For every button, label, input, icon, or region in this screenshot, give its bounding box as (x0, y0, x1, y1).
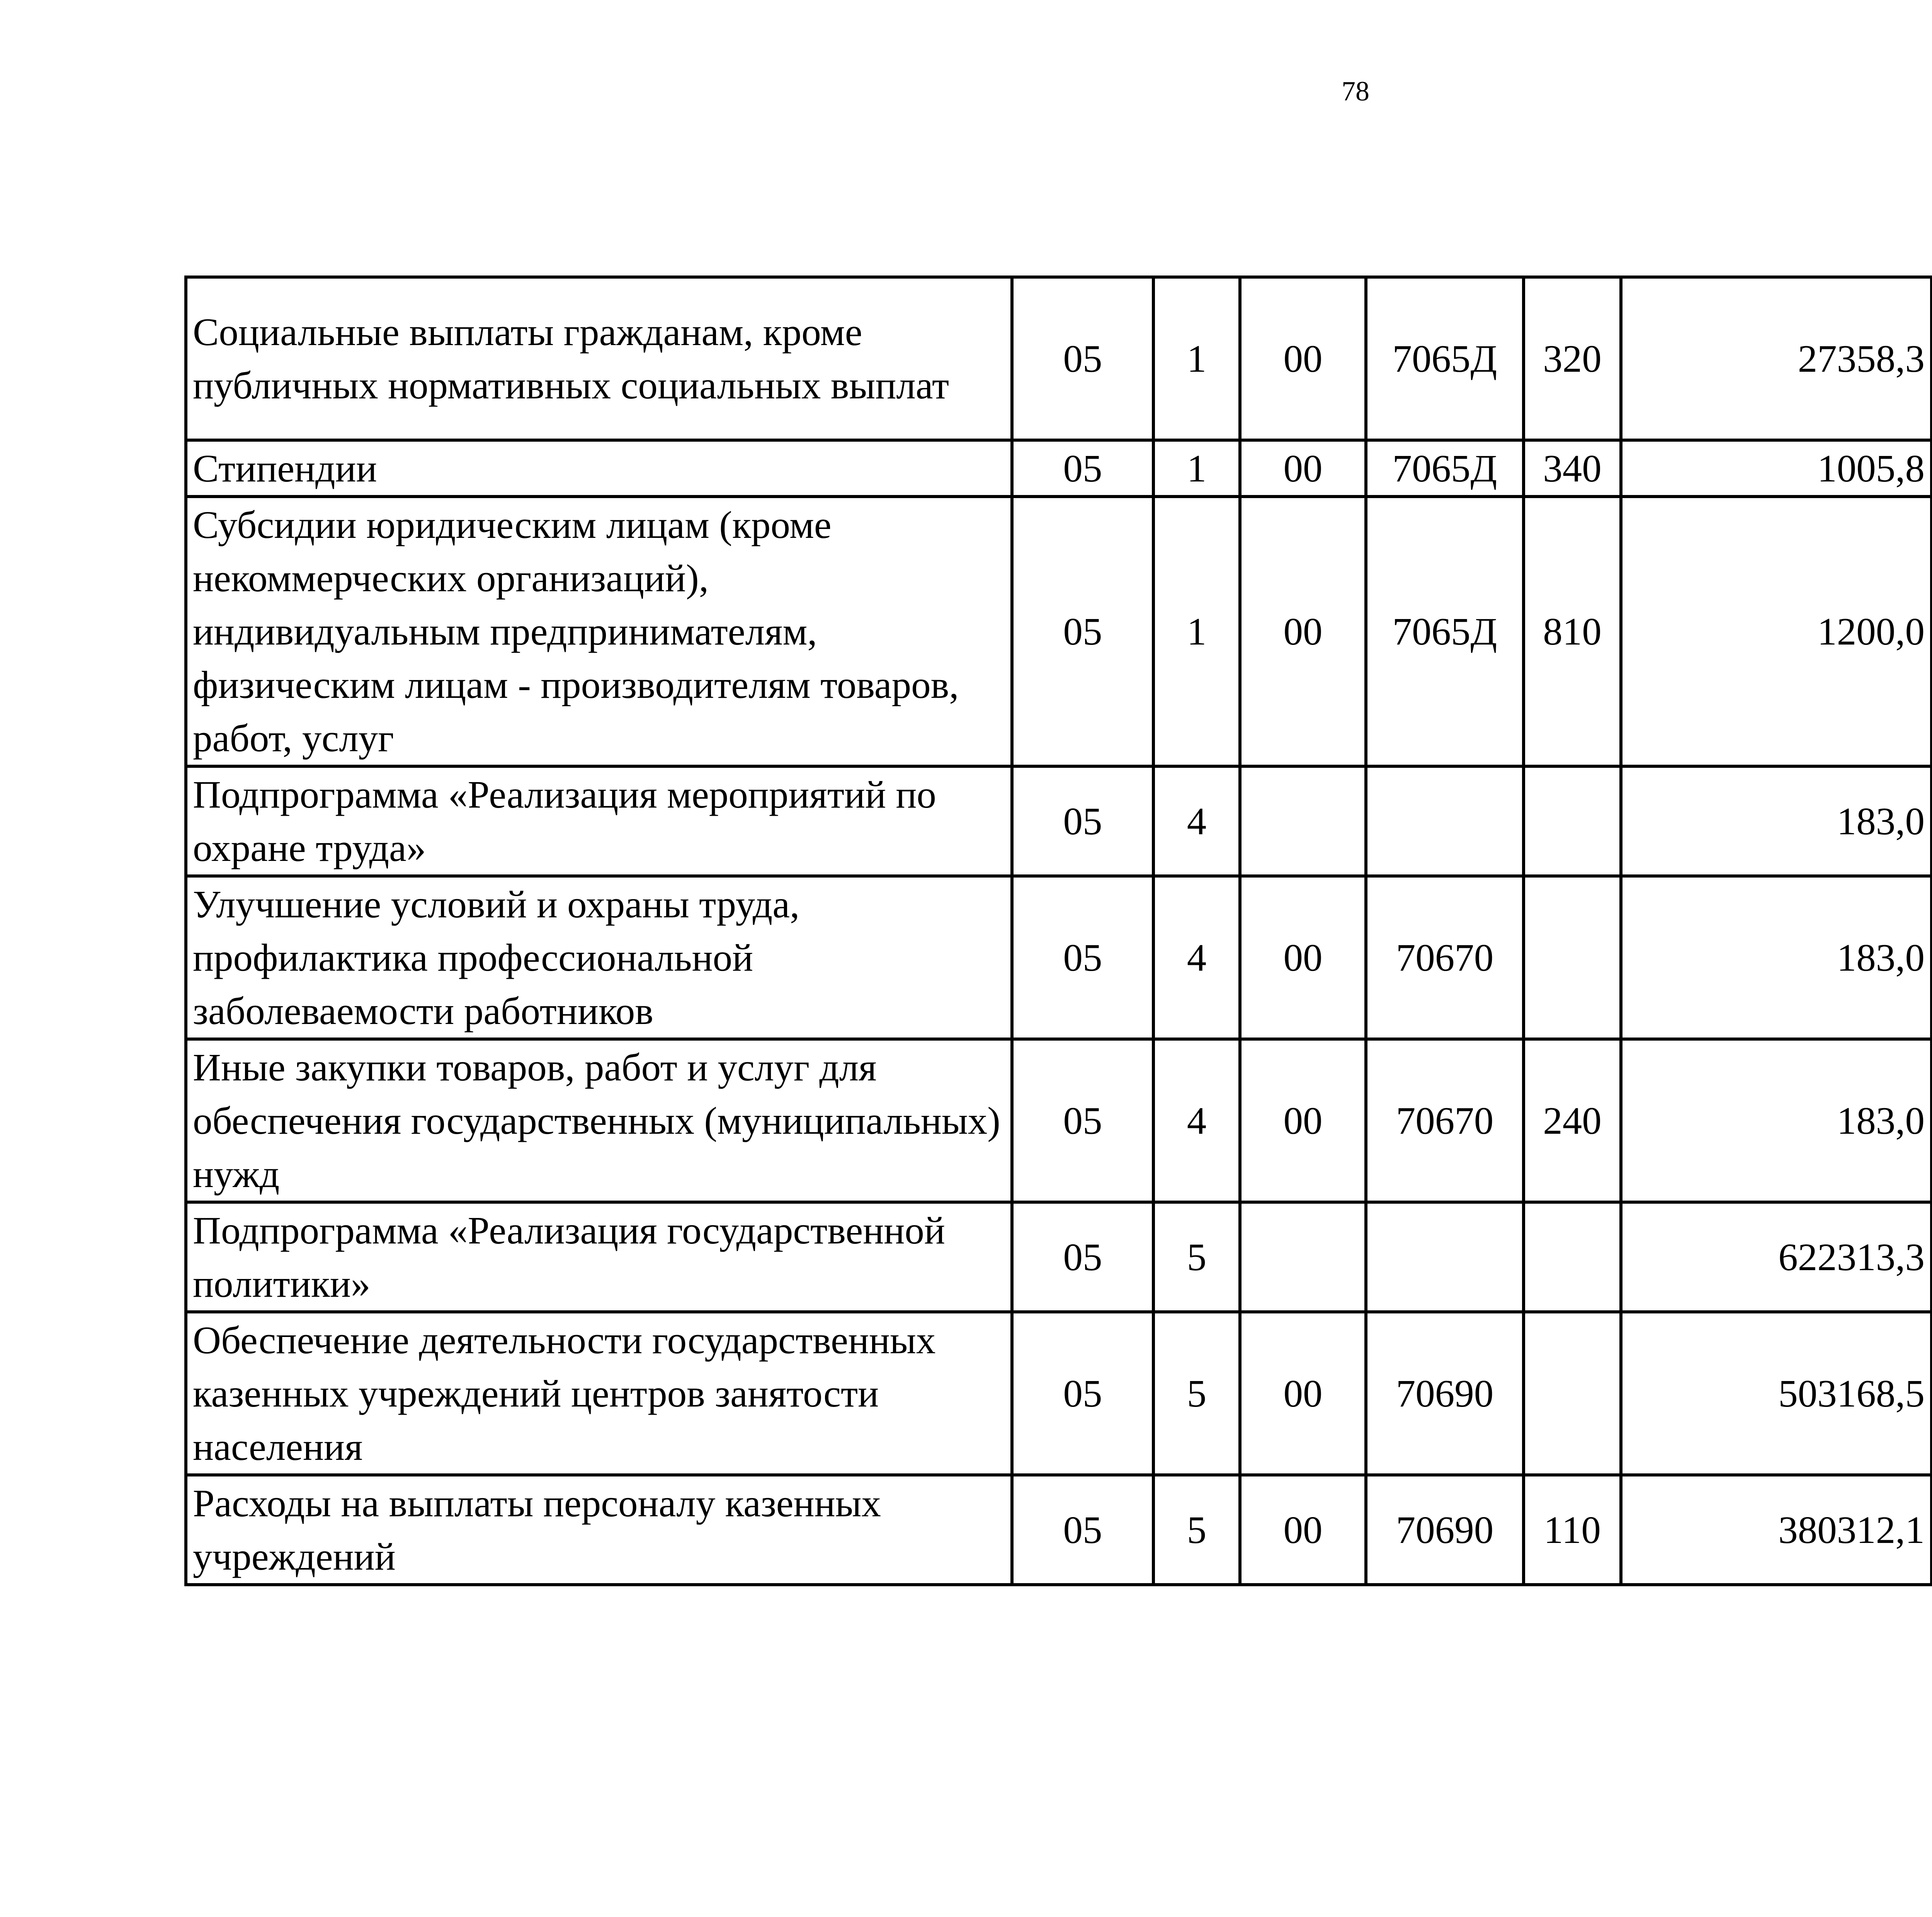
section-code: 05 (1012, 766, 1153, 876)
table-row (186, 876, 1932, 1039)
page-number: 78 (1342, 76, 1369, 107)
row-name: Иные закупки товаров, работ и услуг для обеспечения государственных (муниципальных) нужд (186, 1039, 1012, 1202)
table-row (186, 1039, 1932, 1202)
amount-1: 183,0 (1621, 766, 1932, 876)
target-code: 70690 (1366, 1475, 1524, 1585)
target-code: 70670 (1366, 876, 1524, 1039)
expense-type-code (1524, 1202, 1621, 1312)
amount-1: 503168,5 (1621, 1312, 1932, 1475)
expense-type-code (1524, 766, 1621, 876)
expense-type-code: 340 (1524, 440, 1621, 497)
direction-code: 00 (1240, 440, 1366, 497)
target-code (1366, 1202, 1524, 1312)
section-code: 05 (1012, 1475, 1153, 1585)
row-name: Подпрограмма «Реализация мероприятий по охране труда» (186, 766, 1012, 876)
subprogram-code: 4 (1153, 876, 1240, 1039)
section-code: 05 (1012, 497, 1153, 766)
budget-table (184, 276, 1932, 1586)
table-row (186, 440, 1932, 497)
section-code: 05 (1012, 876, 1153, 1039)
target-code: 7065Д (1366, 497, 1524, 766)
amount-1: 622313,3 (1621, 1202, 1932, 1312)
section-code: 05 (1012, 1312, 1153, 1475)
table-row (186, 1202, 1932, 1312)
amount-1: 183,0 (1621, 876, 1932, 1039)
section-code: 05 (1012, 1039, 1153, 1202)
table-row (186, 1312, 1932, 1475)
direction-code: 00 (1240, 1312, 1366, 1475)
target-code: 70670 (1366, 1039, 1524, 1202)
expense-type-code (1524, 1312, 1621, 1475)
expense-type-code (1524, 876, 1621, 1039)
row-name: Подпрограмма «Реализация государственной политики» (186, 1202, 1012, 1312)
row-name: Обеспечение деятельности государственных казенных учреждений центров занятости населения (186, 1312, 1012, 1475)
amount-1: 1200,0 (1621, 497, 1932, 766)
row-name: Стипендии (186, 440, 1012, 497)
subprogram-code: 1 (1153, 497, 1240, 766)
direction-code: 00 (1240, 497, 1366, 766)
direction-code: 00 (1240, 277, 1366, 440)
target-code: 7065Д (1366, 277, 1524, 440)
row-name: Социальные выплаты гражданам, кроме публичных нормативных социальных выплат (186, 277, 1012, 440)
table-row (186, 497, 1932, 766)
direction-code: 00 (1240, 1475, 1366, 1585)
direction-code: 00 (1240, 876, 1366, 1039)
section-code: 05 (1012, 440, 1153, 497)
row-name: Расходы на выплаты персоналу казенных учреждений (186, 1475, 1012, 1585)
amount-1: 27358,3 (1621, 277, 1932, 440)
subprogram-code: 1 (1153, 277, 1240, 440)
subprogram-code: 4 (1153, 766, 1240, 876)
subprogram-code: 5 (1153, 1202, 1240, 1312)
section-code: 05 (1012, 1202, 1153, 1312)
direction-code (1240, 766, 1366, 876)
amount-1: 380312,1 (1621, 1475, 1932, 1585)
expense-type-code: 110 (1524, 1475, 1621, 1585)
target-code: 7065Д (1366, 440, 1524, 497)
row-name: Улучшение условий и охраны труда, профилактика профессиональной заболеваемости работников (186, 876, 1012, 1039)
direction-code (1240, 1202, 1366, 1312)
subprogram-code: 5 (1153, 1312, 1240, 1475)
direction-code: 00 (1240, 1039, 1366, 1202)
section-code: 05 (1012, 277, 1153, 440)
expense-type-code: 810 (1524, 497, 1621, 766)
subprogram-code: 1 (1153, 440, 1240, 497)
subprogram-code: 4 (1153, 1039, 1240, 1202)
amount-1: 183,0 (1621, 1039, 1932, 1202)
expense-type-code: 240 (1524, 1039, 1621, 1202)
amount-1: 1005,8 (1621, 440, 1932, 497)
subprogram-code: 5 (1153, 1475, 1240, 1585)
expense-type-code: 320 (1524, 277, 1621, 440)
target-code: 70690 (1366, 1312, 1524, 1475)
table-row (186, 277, 1932, 440)
table-row (186, 1475, 1932, 1585)
table-row (186, 766, 1932, 876)
target-code (1366, 766, 1524, 876)
row-name: Субсидии юридическим лицам (кроме некоммерческих организаций), индивидуальным предпринимателям, физическим лицам - производителям товаров, работ, услуг (186, 497, 1012, 766)
